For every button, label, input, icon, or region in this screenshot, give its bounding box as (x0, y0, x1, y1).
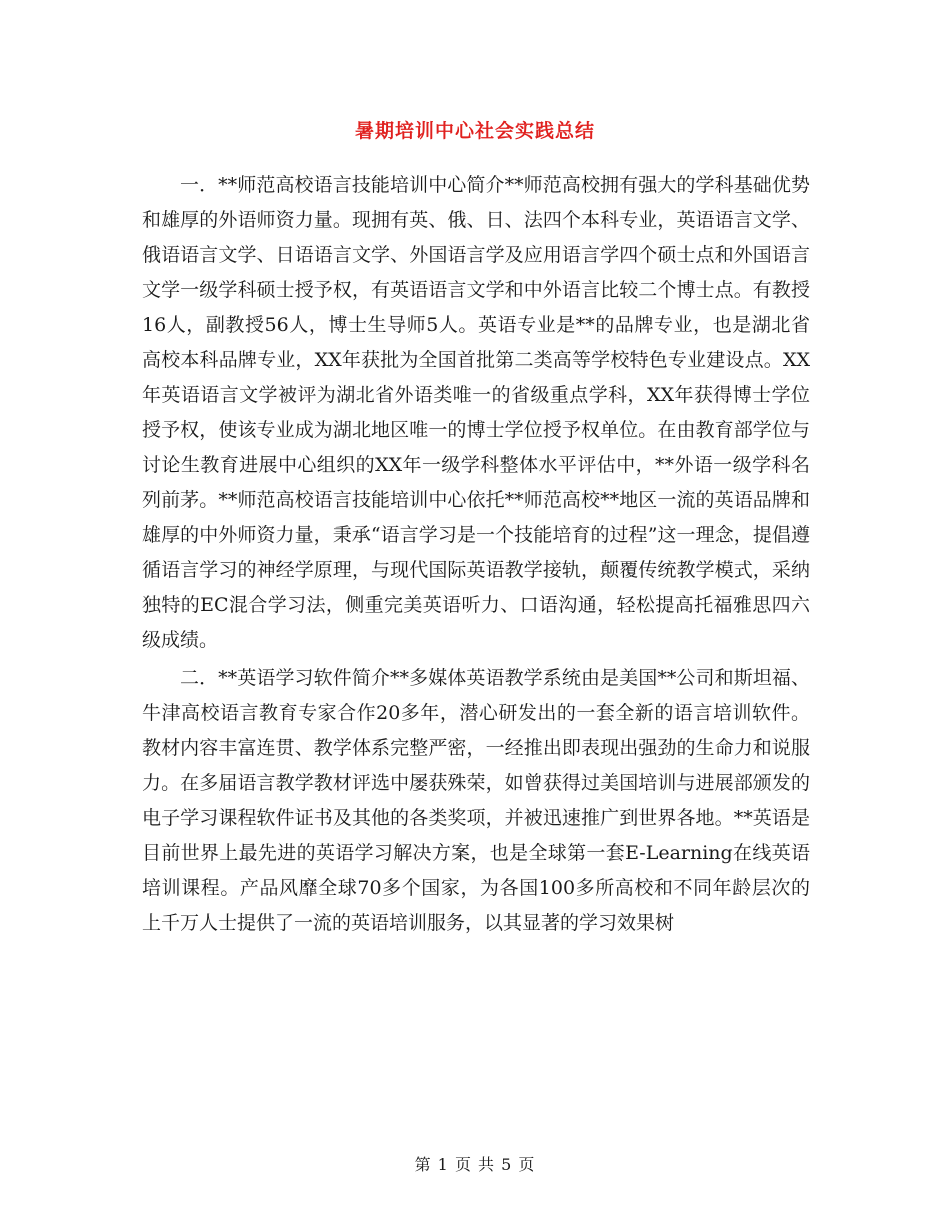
body-text (142, 168, 810, 941)
page-title: 暑期培训中心社会实践总结 (354, 120, 595, 142)
page-footer: 第 1 页 共 5 页 (414, 1155, 536, 1174)
paragraph-1: 一．**师范高校语言技能培训中心简介**师范高校拥有强大的学科基础优势和雄厚的外语师资力量。现拥有英、俄、日、法四个本科专业，英语语言文学、俄语语言文学、日语语言文学、外国语言学及应用语言学四个硕士点和外国语言文学一级学科硕士授予权，有英语语言文学和中外语言比较二个博士点。有教授16人，副教授56人，博士生导师5人。英语专业是**的品牌专业，也是湖北省高校本科品牌专业，XX年获批为全国首批第二类高等学校特色专业建设点。XX年英语语言文学被评为湖北省外语类唯一的省级重点学科，XX年获得博士学位授予权，使该专业成为湖北地区唯一的博士学位授予权单位。在由教育部学位与讨论生教育进展中心组织的XX年一级学科整体水平评估中，**外语一级学科名列前茅。**师范高校语言技能培训中心依托**师范高校**地区一流的英语品牌和雄厚的中外师资力量，秉承“语言学习是一个技能培育的过程”这一理念，提倡遵循语言学习的神经学原理，与现代国际英语教学接轨，颠覆传统教学模式，采纳独特的EC混合学习法，侧重完美英语听力、口语沟通，轻松提高托福雅思四六级成绩。 (142, 174, 810, 651)
paragraph-2: 二．**英语学习软件简介**多媒体英语教学系统由是美国**公司和斯坦福、牛津高校语言教育专家合作20多年，潜心研发出的一套全新的语言培训软件。教材内容丰富连贯、教学体系完整严密，一经推出即表现出强劲的生命力和说服力。在多届语言教学教材评选中屡获殊荣，如曾获得过美国培训与进展部颁发的电子学习课程软件证书及其他的各类奖项，并被迅速推广到世界各地。**英语是目前世界上最先进的英语学习解决方案，也是全球第一套E-Learning在线英语培训课程。产品风靡全球70多个国家，为各国100多所高校和不同年龄层次的上千万人士提供了一流的英语培训服务，以其显著的学习效果树 (142, 667, 810, 934)
